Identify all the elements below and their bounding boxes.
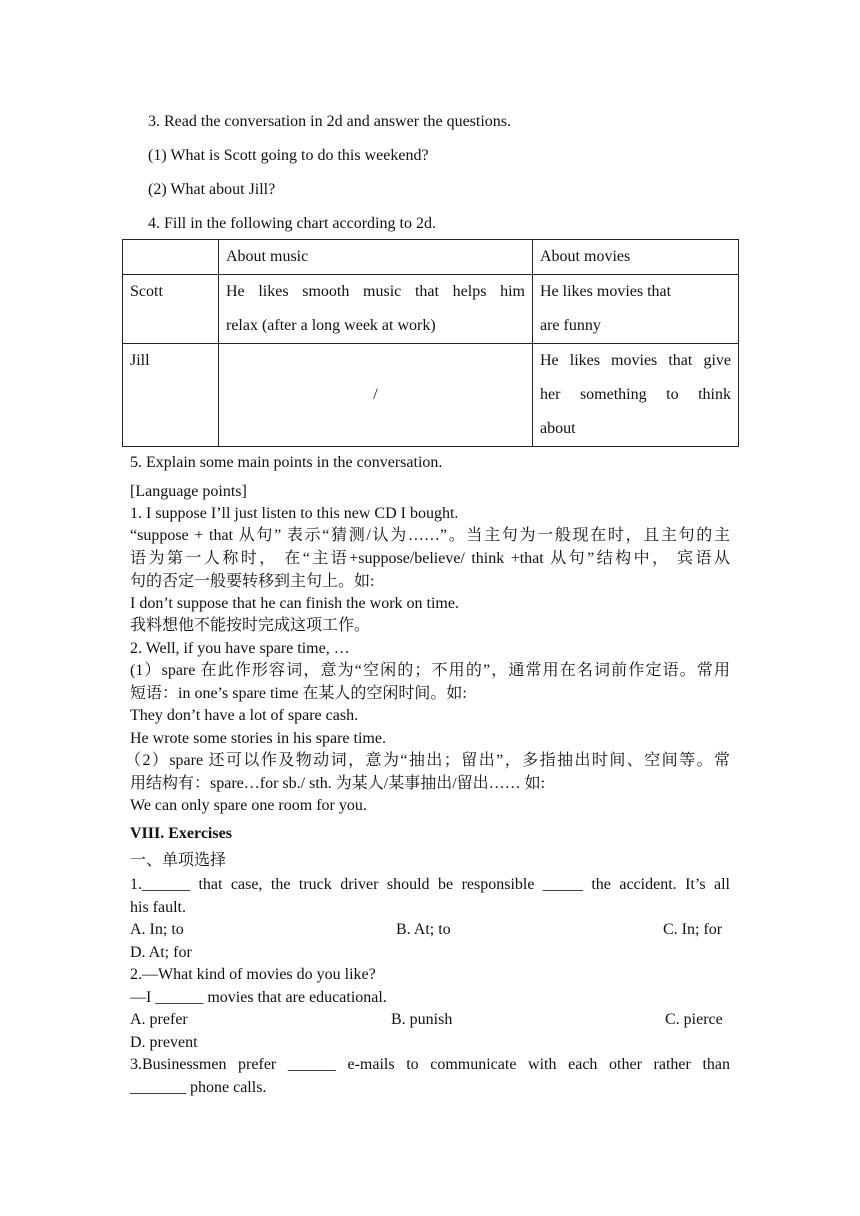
- chart-header-music: About music: [219, 240, 533, 275]
- multiple-choice-heading: 一、单项选择: [130, 852, 227, 869]
- exercise-1-option-d: D. At; for: [130, 944, 192, 961]
- question-3-sub-1: (1) What is Scott going to do this weekend?: [148, 147, 429, 164]
- exercise-2-option-c: C. pierce: [665, 1011, 723, 1028]
- cell-line: He likes smooth music that helps him: [226, 283, 525, 300]
- chart-row-jill: [123, 344, 739, 447]
- question-5-title: 5. Explain some main points in the conversation.: [130, 454, 443, 471]
- chart-row-name: Jill: [123, 344, 219, 447]
- point-2-verb-line: （2）spare 还可以作及物动词，意为“抽出；留出”，多指抽出时间、空间等。常: [125, 752, 730, 769]
- exercise-3-stem: 3.Businessmen prefer ______ e-mails to communicate with each other rather than: [130, 1056, 730, 1073]
- chart-cell-music: [219, 275, 533, 344]
- comparison-chart: [122, 239, 739, 447]
- point-1-example-en: I don’t suppose that he can finish the work on time.: [130, 595, 459, 612]
- point-1-example-cn: 我料想他不能按时完成这项工作。: [130, 617, 371, 634]
- point-1-explanation-line: 语为第一人称时， 在“主语+suppose/believe/ think +that 从句”结构中， 宾语从: [130, 550, 730, 567]
- cell-line: /: [373, 386, 378, 403]
- cell-line: He likes movies that: [540, 283, 672, 300]
- exercise-1-stem: 1.______ that case, the truck driver should be responsible _____ the accident. It’s all: [130, 876, 730, 893]
- point-2-example: They don’t have a lot of spare cash.: [130, 707, 359, 724]
- cell-line: about: [540, 420, 576, 437]
- point-2-example: He wrote some stories in his spare time.: [130, 730, 386, 747]
- point-1-explanation-line: “suppose + that 从句” 表示“猜测/认为……”。当主句为一般现在时，且主句的主: [130, 527, 730, 544]
- point-2-example: We can only spare one room for you.: [130, 797, 367, 814]
- cell-line: are funny: [540, 317, 601, 334]
- point-2-adjective-line: (1）spare 在此作形容词，意为“空闲的；不用的”，通常用在名词前作定语。常用: [130, 662, 730, 679]
- chart-cell-movies: [533, 344, 739, 447]
- exercise-2-option-b: B. punish: [391, 1011, 453, 1028]
- point-1-explanation-line: 句的否定一般要转移到主句上。如:: [130, 573, 375, 590]
- chart-row-scott: [123, 275, 739, 344]
- exercise-3-stem: _______ phone calls.: [130, 1079, 267, 1096]
- cell-line: relax (after a long week at work): [226, 317, 436, 334]
- language-points-heading: [Language points]: [130, 483, 247, 500]
- cell-line: her something to think: [540, 386, 731, 403]
- exercise-2-option-d: D. prevent: [130, 1034, 198, 1051]
- exercise-1-option-a: A. In; to: [130, 921, 184, 938]
- exercise-1-option-c: C. In; for: [663, 921, 723, 938]
- cell-line: He likes movies that give: [540, 352, 731, 369]
- exercise-1-option-b: B. At; to: [396, 921, 451, 938]
- chart-header-empty: [123, 240, 219, 275]
- exercise-1-stem: his fault.: [130, 899, 186, 916]
- exercises-heading: VIII. Exercises: [130, 825, 232, 842]
- exercise-2-stem: 2.—What kind of movies do you like?: [130, 966, 376, 983]
- question-4-title: 4. Fill in the following chart according to 2d.: [148, 215, 436, 232]
- exercise-2-stem: —I ______ movies that are educational.: [130, 989, 387, 1006]
- chart-cell-music: [219, 344, 533, 447]
- point-2-adjective-line: 短语：in one’s spare time 在某人的空闲时间。如:: [130, 685, 467, 702]
- chart-row-name: Scott: [123, 275, 219, 344]
- point-2-verb-line: 用结构有：spare…for sb./ sth. 为某人/某事抽出/留出…… 如:: [130, 775, 546, 792]
- point-1-title: 1. I suppose I’ll just listen to this new CD I bought.: [130, 505, 459, 522]
- exercise-2-option-a: A. prefer: [130, 1011, 188, 1028]
- point-2-title: 2. Well, if you have spare time, …: [130, 640, 350, 657]
- chart-header-movies: About movies: [533, 240, 739, 275]
- chart-header-row: [123, 240, 739, 275]
- chart-cell-movies: [533, 275, 739, 344]
- question-3-sub-2: (2) What about Jill?: [148, 181, 276, 198]
- question-3-title: 3. Read the conversation in 2d and answer the questions.: [148, 113, 512, 130]
